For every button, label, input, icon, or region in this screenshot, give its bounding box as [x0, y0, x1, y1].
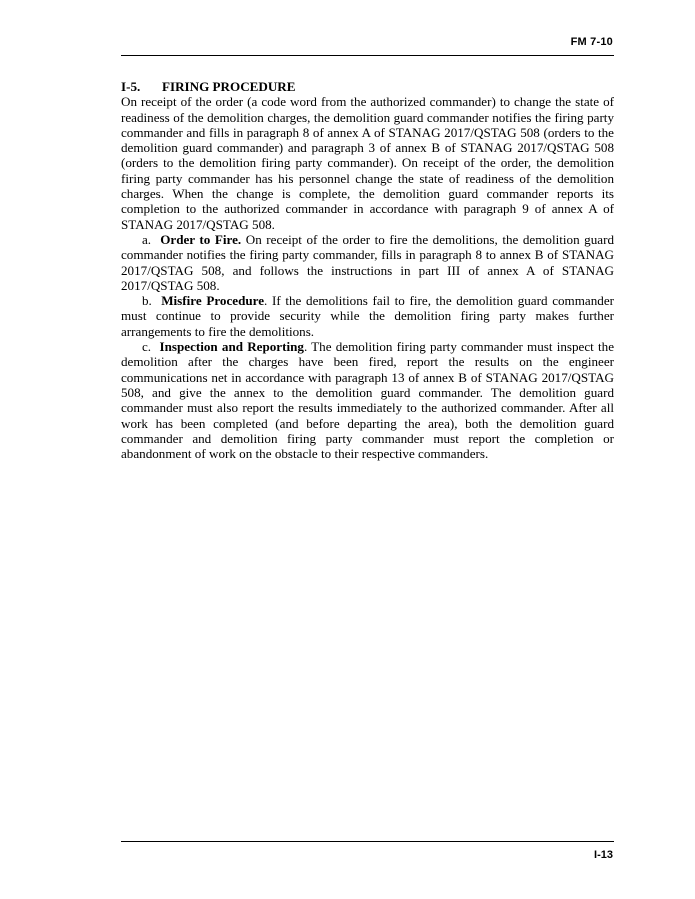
subsection-misfire-procedure — [121, 293, 614, 339]
section-number: I-5. — [121, 79, 141, 94]
subsection-heading: Inspection and Reporting — [159, 339, 304, 355]
section-title: FIRING PROCEDURE — [162, 79, 296, 94]
page-body — [121, 79, 614, 461]
footer-rule — [121, 841, 614, 842]
page-number: I-13 — [594, 849, 613, 861]
intro-paragraph: On receipt of the order (a code word from the authorized commander) to change the state of readiness of the demolition charges, the demolition guard commander notifies the firing party commander and fills in paragraph 8 of annex A of STANAG 2017/QSTAG 508 (orders to the demolition guard commander) and paragraph 3 of annex B of STANAG 2017/QSTAG 508 (orders to the demolition firing party commander). On receipt of the order, the demolition firing party commander has his personnel change the state of readiness of the demolition charges. When the change is complete, the demolition guard commander reports its completion to the authorized commander in accordance with paragraph 9 of annex A of STANAG 2017/QSTAG 508. — [121, 94, 614, 232]
subsection-heading: Misfire Procedure — [161, 293, 265, 309]
document-id: FM 7-10 — [570, 36, 613, 48]
section-heading — [121, 79, 614, 94]
subsection-letter: a. — [142, 231, 152, 247]
subsection-order-to-fire — [121, 232, 614, 293]
subsection-inspection-and-reporting — [121, 339, 614, 461]
subsection-letter: b. — [142, 293, 152, 309]
subsection-text: . The demolition firing party commander must inspect the demolition after the charges have been fired, report the results on the engineer communications net in accordance with paragraph 13 of annex B of STANAG 2017/QSTAG 508, and give the annex to the demolition guard commander. The demolition guard commander must also report the results immediately to the authorized commander. After all work has been completed (and before departing the area), both the demolition guard commander and demolition firing party commander must report the completion or abandonment of work on the obstacle to their respective commanders. — [121, 339, 615, 462]
header-rule — [121, 55, 614, 56]
subsection-text: On receipt of the order to fire the demolitions, the demolition guard commander notifies the firing party commander, fills in paragraph 8 to annex B of STANAG 2017/QSTAG 508, and follows the instructions in part III of annex A of STANAG 2017/QSTAG 508. — [121, 231, 614, 293]
subsection-text: . If the demolitions fail to fire, the demolition guard commander must continue to provide security while the demolition firing party makes further arrangements to fire the demolitions. — [121, 293, 615, 339]
subsection-letter: c. — [142, 339, 152, 355]
subsection-heading: Order to Fire. — [160, 231, 242, 247]
